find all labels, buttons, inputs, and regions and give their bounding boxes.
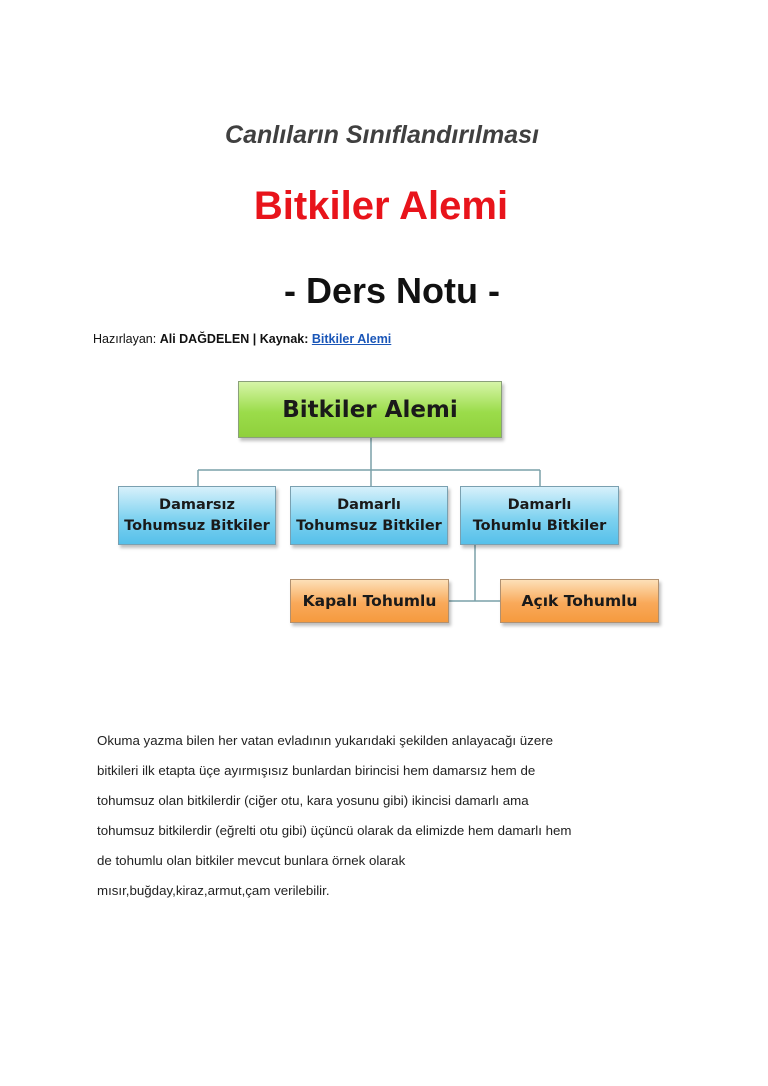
- node-kapali-tohumlu: Kapalı Tohumlu: [290, 579, 449, 623]
- node-acik-tohumlu: Açık Tohumlu: [500, 579, 659, 623]
- document-title: Bitkiler Alemi: [253, 184, 509, 228]
- node-bitkiler-alemi: Bitkiler Alemi: [238, 381, 502, 438]
- node-damarsiz-tohumsuz: Damarsız Tohumsuz Bitkiler: [118, 486, 276, 545]
- node-damarli-tohumsuz: Damarlı Tohumsuz Bitkiler: [290, 486, 448, 545]
- node-damarli-tohumlu: Damarlı Tohumlu Bitkiler: [460, 486, 619, 545]
- source-link[interactable]: Bitkiler Alemi: [311, 332, 392, 346]
- paragraph-line: tohumsuz bitkilerdir (eğrelti otu gibi) üçüncü olarak da elimizde hem damarlı hem: [97, 823, 572, 838]
- prepared-label: Hazırlayan:: [93, 332, 160, 346]
- body-paragraph: [97, 726, 697, 906]
- document-subtitle: Canlıların Sınıflandırılması: [225, 121, 539, 149]
- source-label: Kaynak:: [259, 332, 312, 346]
- paragraph-line: bitkileri ilk etapta üçe ayırmışısız bunlardan birincisi hem damarsız hem de: [97, 763, 536, 778]
- credits-separator: |: [249, 332, 260, 346]
- paragraph-line: Okuma yazma bilen her vatan evladının yukarıdaki şekilden anlayacağı üzere: [97, 733, 554, 748]
- paragraph-line: de tohumlu olan bitkiler mevcut bunlara örnek olarak: [97, 853, 406, 868]
- paragraph-line: tohumsuz olan bitkilerdir (ciğer otu, kara yosunu gibi) ikincisi damarlı ama: [97, 793, 529, 808]
- document-heading: - Ders Notu -: [284, 270, 500, 311]
- paragraph-line: mısır,buğday,kiraz,armut,çam verilebilir.: [97, 883, 330, 898]
- author-name: Ali DAĞDELEN: [159, 332, 250, 346]
